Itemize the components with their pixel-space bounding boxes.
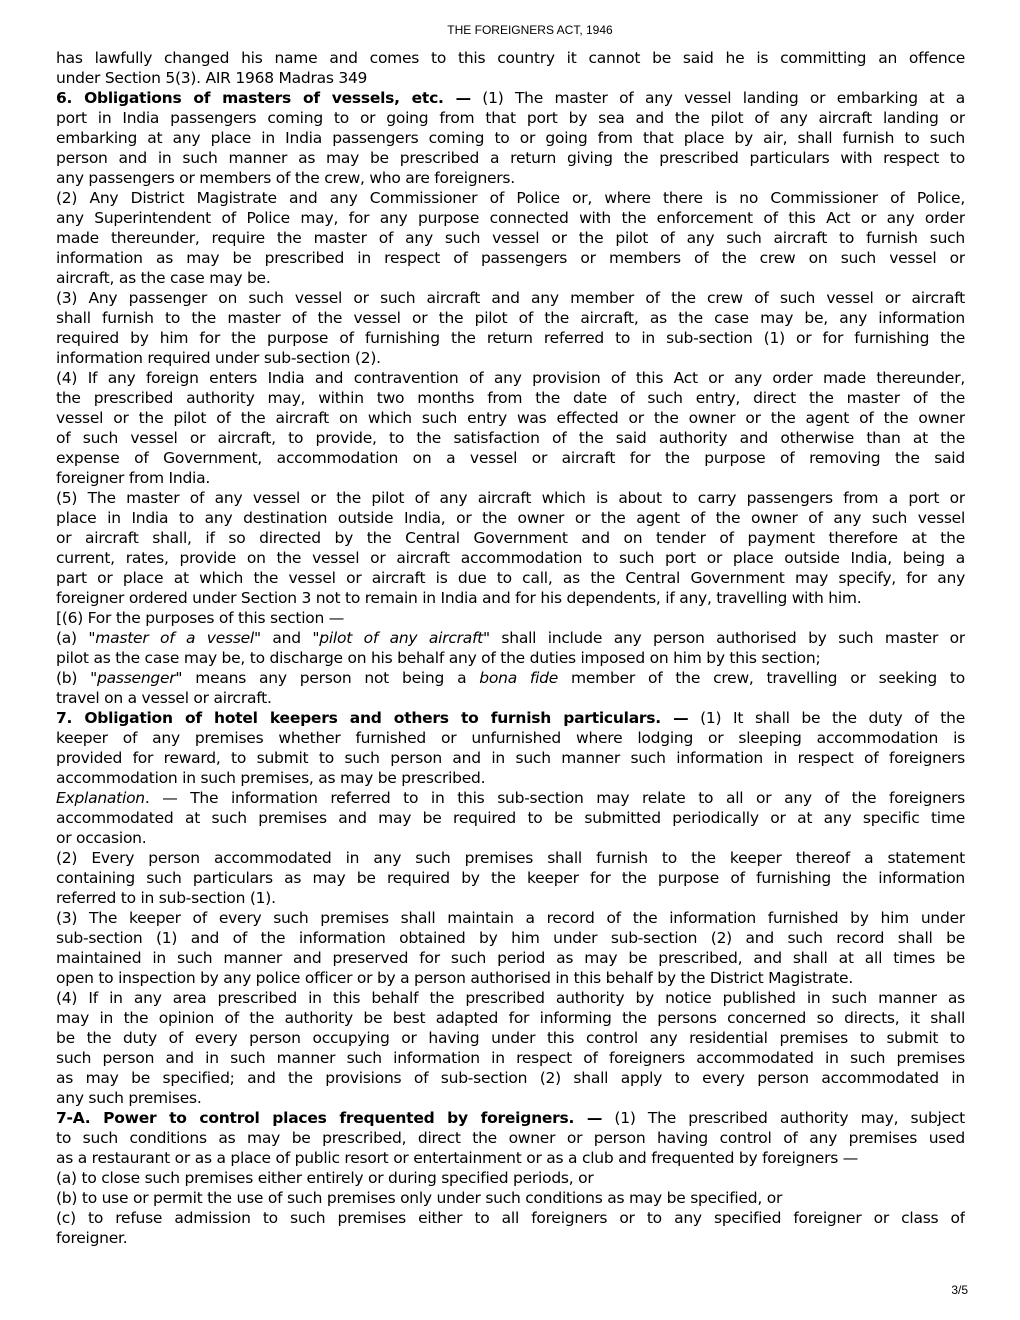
text-line: maintained in such manner and preserved for such period as may be prescribed, and shall at all times be [56,949,965,967]
paragraph [56,708,965,788]
text-segment: (1) The prescribed authority may, subject [602,1109,965,1127]
text-line: (a) to close such premises either entirely or during specified periods, or [56,1169,594,1187]
text-line: may in the opinion of the authority be best adapted for informing the persons concerned so directs, it shall [56,1009,965,1027]
text-segment: means any person not being a [182,669,480,687]
text-line: pilot as the case may be, to discharge on his behalf any of the duties imposed on him by this section; [56,649,821,667]
text-line: information required under sub-section (2). [56,349,381,367]
text-line: such person and in such manner such information in respect of foreigners accommodated in such premises [56,1049,965,1067]
text-line: person and in such manner as may be prescribed a return giving the prescribed particulars with respect to [56,149,965,167]
text-line: any such premises. [56,1089,202,1107]
text-line: or aircraft shall, if so directed by the Central Government and on tender of payment therefore at the [56,529,965,547]
text-line: provided for reward, to submit to such person and in such manner such information in respect of foreigners [56,749,965,767]
text-line: any Superintendent of Police may, for any purpose connected with the enforcement of this Act or any order [56,209,965,227]
text-line: current, rates, provide on the vessel or aircraft accommodation to such port or place outside India, being a [56,549,965,567]
paragraph [56,668,965,708]
paragraph [56,1188,965,1208]
text-line: referred to in sub-section (1). [56,889,276,907]
emphasized-term: "passenger" [90,669,183,687]
text-line [56,788,965,808]
text-line: information as may be prescribed in respect of passengers or members of the crew on such vessel or [56,249,965,267]
text-line: part or place at which the vessel or aircraft is due to call, as the Central Government may specify, for any [56,569,965,587]
paragraph [56,1108,965,1168]
text-line: (2) Any District Magistrate and any Commissioner of Police or, where there is no Commissioner of Police, [56,189,965,207]
text-line: of such vessel or aircraft, to provide, to the satisfaction of the said authority and otherwise than at the [56,429,965,447]
text-line: the prescribed authority may, within two months from the date of such entry, direct the master of the [56,389,965,407]
text-line: containing such particulars as may be required by the keeper for the purpose of furnishing the information [56,869,965,887]
section-heading: 7-A. Power to control places frequented by foreigners. — [56,1109,603,1127]
paragraph [56,628,965,668]
document-body [56,48,965,1248]
text-line [56,708,965,728]
text-line: [(6) For the purposes of this section — [56,609,344,627]
paragraph [56,48,965,88]
text-line: port in India passengers coming to or going from that port by sea and the pilot of any aircraft landing or [56,109,965,127]
paragraph [56,988,965,1108]
text-line: (4) If any foreign enters India and contravention of any provision of this Act or any order made thereunder, [56,369,965,387]
page-number: 3/5 [951,1283,968,1297]
text-segment: . — The information referred to in this sub-section may relate to all or any of the foreigners [144,789,965,807]
paragraph [56,908,965,988]
text-segment: (a) [56,629,89,647]
text-line: shall furnish to the master of the vessel or the pilot of the aircraft, as the case may be, any information [56,309,965,327]
running-header: THE FOREIGNERS ACT, 1946 [447,23,613,37]
paragraph [56,1168,965,1188]
text-segment: and [260,629,313,647]
text-line: to such conditions as may be prescribed, direct the owner or person having control of any premises used [56,1129,965,1147]
paragraph [56,188,965,288]
text-line [56,88,965,108]
text-line: (c) to refuse admission to such premises either to all foreigners or to any specified foreigner or class of [56,1209,965,1227]
text-segment: (1) The master of any vessel landing or embarking at a [470,89,965,107]
text-line: (2) Every person accommodated in any such premises shall furnish to the keeper thereof a statement [56,849,965,867]
section-heading: 6. Obligations of masters of vessels, etc. — [56,89,471,107]
text-line: travel on a vessel or aircraft. [56,689,272,707]
paragraph [56,368,965,488]
text-line: foreigner. [56,1229,128,1247]
text-line: (3) The keeper of every such premises shall maintain a record of the information furnished by him under [56,909,965,927]
section-heading: 7. Obligation of hotel keepers and others to furnish particulars. — [56,709,689,727]
text-line [56,668,965,688]
text-line: be the duty of every person occupying or having under this control any residential premises to submit to [56,1029,965,1047]
paragraph [56,788,965,848]
text-line: required by him for the purpose of furnishing the return referred to in sub-section (1) or for furnishing the [56,329,965,347]
text-line: (5) The master of any vessel or the pilot of any aircraft which is about to carry passengers from a port or [56,489,965,507]
text-line: as a restaurant or as a place of public resort or entertainment or as a club and frequented by foreigners — [56,1149,858,1167]
text-line: foreigner from India. [56,469,211,487]
text-line: has lawfully changed his name and comes to this country it cannot be said he is committing an offence [56,49,965,67]
text-line: under Section 5(3). AIR 1968 Madras 349 [56,69,368,87]
emphasized-term: "master of a vessel" [88,629,261,647]
text-line: (4) If in any area prescribed in this behalf the prescribed authority by notice published in such manner as [56,989,965,1007]
text-line: as may be specified; and the provisions of sub-section (2) shall apply to every person accommodated in [56,1069,965,1087]
paragraph [56,1208,965,1248]
text-line: accommodated at such premises and may be required to be submitted periodically or at any specific time [56,809,965,827]
text-line: accommodation in such premises, as may be prescribed. [56,769,486,787]
text-line: place in India to any destination outside India, or the owner or the agent of the owner of any such vessel [56,509,965,527]
emphasized-term: "pilot of any aircraft" [312,629,490,647]
paragraph [56,488,965,608]
text-line [56,1108,965,1128]
emphasized-term: bona fide [479,669,559,687]
text-line: any passengers or members of the crew, who are foreigners. [56,169,515,187]
text-line: embarking at any place in India passengers coming to or going from that place by air, shall furnish to such [56,129,965,147]
text-segment: (1) It shall be the duty of the [688,709,965,727]
emphasized-term: Explanation [56,789,145,807]
text-line: sub-section (1) and of the information obtained by him under sub-section (2) and such record shall be [56,929,965,947]
text-line: aircraft, as the case may be. [56,269,271,287]
text-line: vessel or the pilot of the aircraft on which such entry was effected or the owner or the agent of the owner [56,409,965,427]
text-segment: (b) [56,669,91,687]
paragraph [56,288,965,368]
text-line: foreigner ordered under Section 3 not to remain in India and for his dependents, if any, travelling with him. [56,589,862,607]
text-line: expense of Government, accommodation on a vessel or aircraft for the purpose of removing the said [56,449,965,467]
paragraph [56,848,965,908]
text-line: made thereunder, require the master of any such vessel or the pilot of any such aircraft to furnish such [56,229,965,247]
paragraph [56,88,965,188]
text-line: or occasion. [56,829,147,847]
text-segment: member of the crew, travelling or seeking to [558,669,965,687]
text-line: keeper of any premises whether furnished or unfurnished where lodging or sleeping accommodation is [56,729,965,747]
text-line: (b) to use or permit the use of such premises only under such conditions as may be specified, or [56,1189,783,1207]
paragraph [56,608,965,628]
text-line [56,628,965,648]
text-segment: shall include any person authorised by such master or [489,629,965,647]
text-line: open to inspection by any police officer or by a person authorised in this behalf by the District Magistrate. [56,969,854,987]
text-line: (3) Any passenger on such vessel or such aircraft and any member of the crew of such vessel or aircraft [56,289,965,307]
